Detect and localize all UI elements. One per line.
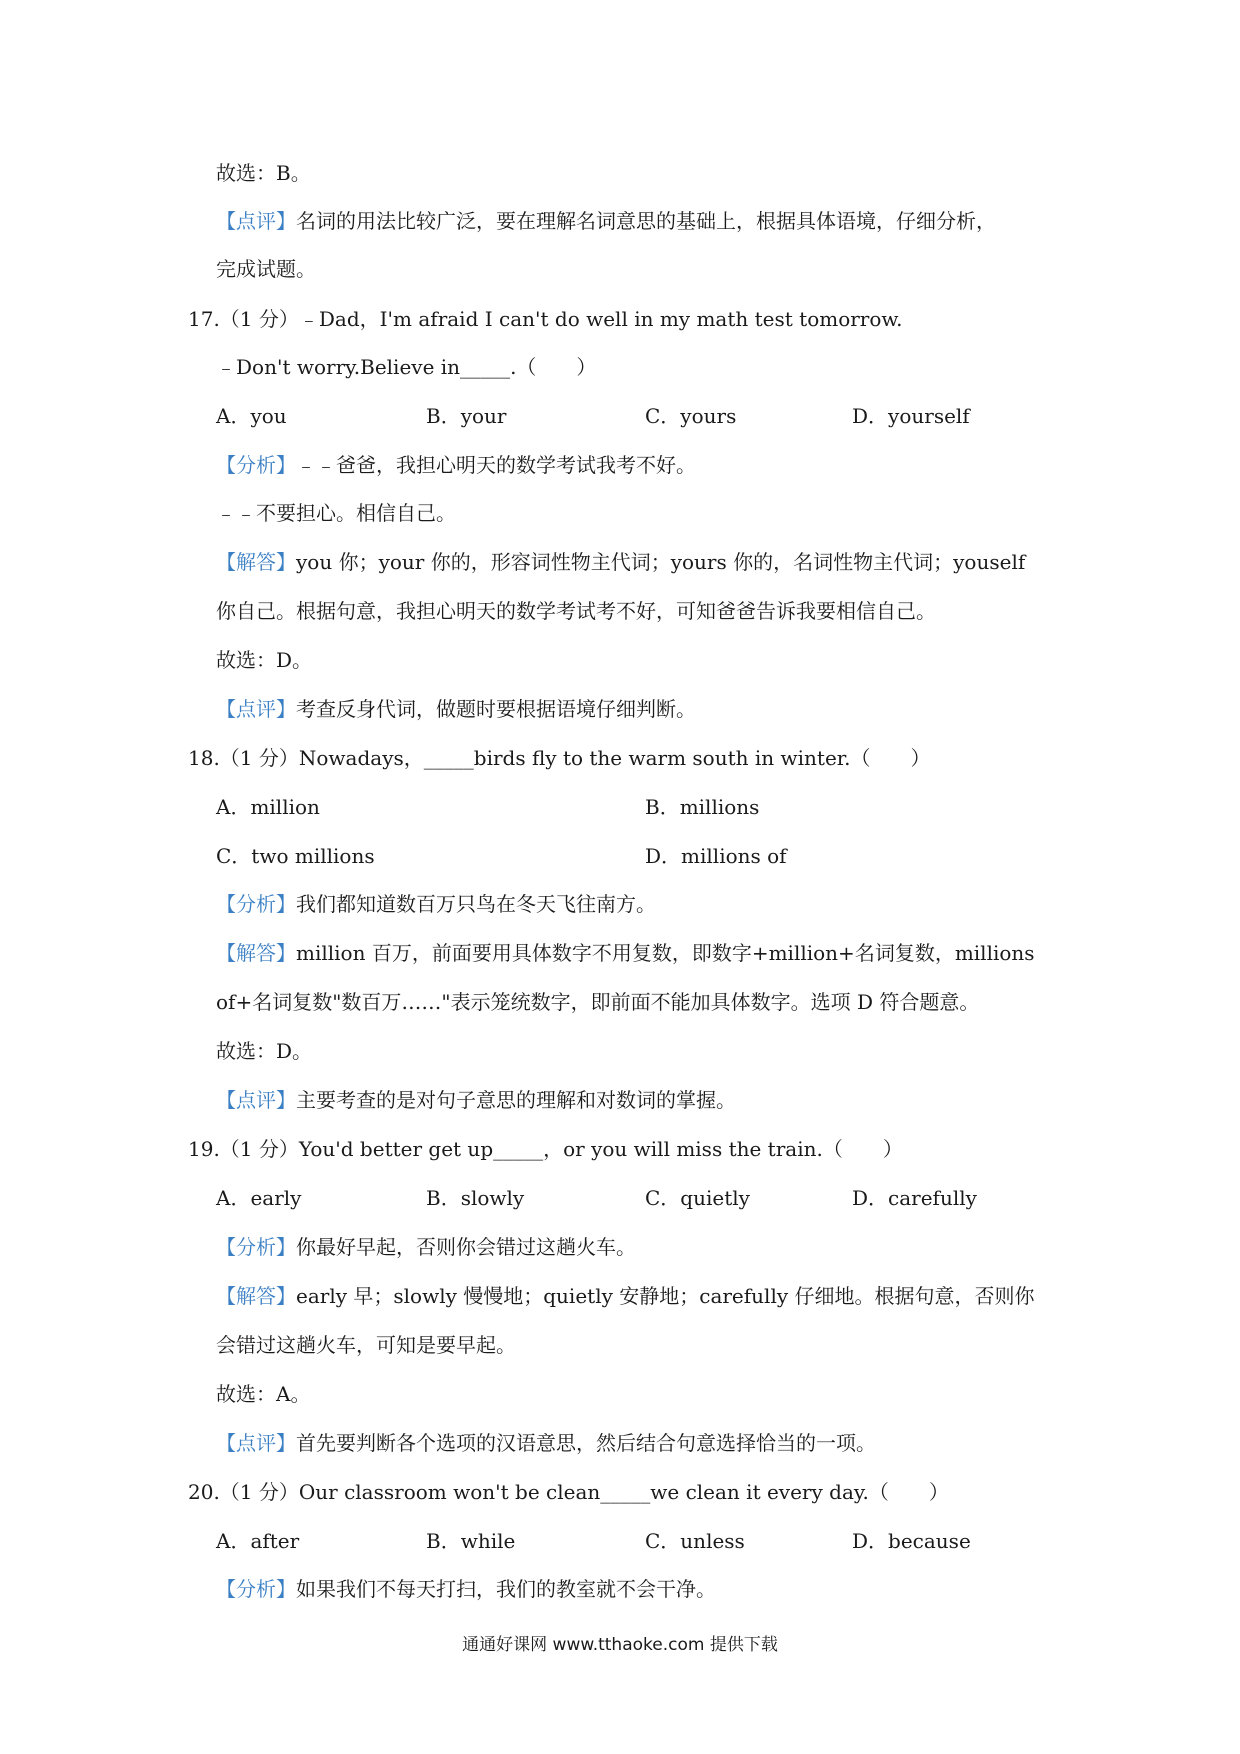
- q19-stem: 19.（1 分）You'd better get up_____，or you will miss the train.（ ）: [188, 1137, 903, 1161]
- q17-answer: 故选：D。: [216, 648, 313, 672]
- q17-analysis-cont: ﹣﹣不要担心。相信自己。: [216, 501, 456, 525]
- comment-tag: 【点评】: [216, 209, 296, 233]
- page-footer: 通通好课网 www.tthaoke.com 提供下载: [462, 1635, 778, 1655]
- q19-option-a: A．early: [216, 1186, 302, 1210]
- q19-solution-cont: 会错过这趟火车，可知是要早起。: [216, 1333, 516, 1357]
- q17-analysis-text: ﹣﹣爸爸，我担心明天的数学考试我考不好。: [296, 453, 696, 477]
- q20-stem: 20.（1 分）Our classroom won't be clean_____we clean it every day.（ ）: [188, 1480, 949, 1504]
- q18-option-d: D．millions of: [645, 844, 787, 868]
- q20-option-b: B．while: [426, 1529, 516, 1553]
- q20-option-c: C．unless: [645, 1529, 745, 1553]
- comment-tag: 【点评】: [216, 1431, 296, 1455]
- q17-comment-text: 考查反身代词，做题时要根据语境仔细判断。: [296, 697, 696, 721]
- q18-solution: [216, 938, 1035, 968]
- q20-option-a: A．after: [216, 1529, 300, 1553]
- q20-analysis-text: 如果我们不每天打扫，我们的教室就不会干净。: [296, 1577, 716, 1601]
- q18-analysis: [216, 889, 656, 919]
- q17-stem2: ﹣Don't worry.Believe in_____.（ ）: [216, 355, 597, 379]
- q16-comment-text: 名词的用法比较广泛，要在理解名词意思的基础上，根据具体语境，仔细分析，: [296, 209, 996, 233]
- q17-option-a: A．you: [216, 404, 287, 428]
- q17-option-c: C．yours: [645, 404, 737, 428]
- q16-answer: 故选：B。: [216, 161, 311, 185]
- q18-analysis-text: 我们都知道数百万只鸟在冬天飞往南方。: [296, 892, 656, 916]
- q17-comment: [216, 694, 696, 724]
- analysis-tag: 【分析】: [216, 1235, 296, 1259]
- q18-option-b: B．millions: [645, 795, 760, 819]
- q18-comment: [216, 1085, 736, 1115]
- q19-comment: [216, 1428, 876, 1458]
- q19-option-d: D．carefully: [852, 1186, 977, 1210]
- q17-analysis: [216, 450, 696, 480]
- q17-stem: 17.（1 分）﹣Dad，I'm afraid I can't do well in my math test tomorrow.: [188, 307, 903, 331]
- q18-option-c: C．two millions: [216, 844, 375, 868]
- q18-solution-cont: of+名词复数"数百万……"表示笼统数字，即前面不能加具体数字。选项 D 符合题意。: [216, 990, 980, 1014]
- q18-solution-text: million 百万，前面要用具体数字不用复数，即数字+million+名词复数，millions: [296, 941, 1035, 965]
- analysis-tag: 【分析】: [216, 1577, 296, 1601]
- q17-option-d: D．yourself: [852, 404, 970, 428]
- analysis-tag: 【分析】: [216, 892, 296, 916]
- q18-option-a: A．million: [216, 795, 320, 819]
- q19-analysis: [216, 1232, 636, 1262]
- q20-option-d: D．because: [852, 1529, 971, 1553]
- q17-solution-text: you 你；your 你的，形容词性物主代词；yours 你的，名词性物主代词；youself: [296, 550, 1026, 574]
- q19-answer: 故选：A。: [216, 1382, 311, 1406]
- solution-tag: 【解答】: [216, 1284, 296, 1308]
- q17-solution-cont: 你自己。根据句意，我担心明天的数学考试考不好，可知爸爸告诉我要相信自己。: [216, 599, 936, 623]
- solution-tag: 【解答】: [216, 941, 296, 965]
- solution-tag: 【解答】: [216, 550, 296, 574]
- q17-option-b: B．your: [426, 404, 507, 428]
- analysis-tag: 【分析】: [216, 453, 296, 477]
- q19-analysis-text: 你最好早起，否则你会错过这趟火车。: [296, 1235, 636, 1259]
- comment-tag: 【点评】: [216, 697, 296, 721]
- q19-option-b: B．slowly: [426, 1186, 525, 1210]
- q18-stem: 18.（1 分）Nowadays，_____birds fly to the warm south in winter.（ ）: [188, 746, 931, 770]
- q17-solution: [216, 547, 1025, 577]
- q19-option-c: C．quietly: [645, 1186, 750, 1210]
- q18-answer: 故选：D。: [216, 1039, 313, 1063]
- q16-comment: [216, 206, 996, 236]
- q20-analysis: [216, 1574, 716, 1604]
- q19-solution-text: early 早；slowly 慢慢地；quietly 安静地；carefully 仔细地。根据句意，否则你: [296, 1284, 1035, 1308]
- q19-solution: [216, 1281, 1035, 1311]
- q19-comment-text: 首先要判断各个选项的汉语意思，然后结合句意选择恰当的一项。: [296, 1431, 876, 1455]
- q16-comment-cont: 完成试题。: [216, 257, 316, 281]
- comment-tag: 【点评】: [216, 1088, 296, 1112]
- q18-comment-text: 主要考查的是对句子意思的理解和对数词的掌握。: [296, 1088, 736, 1112]
